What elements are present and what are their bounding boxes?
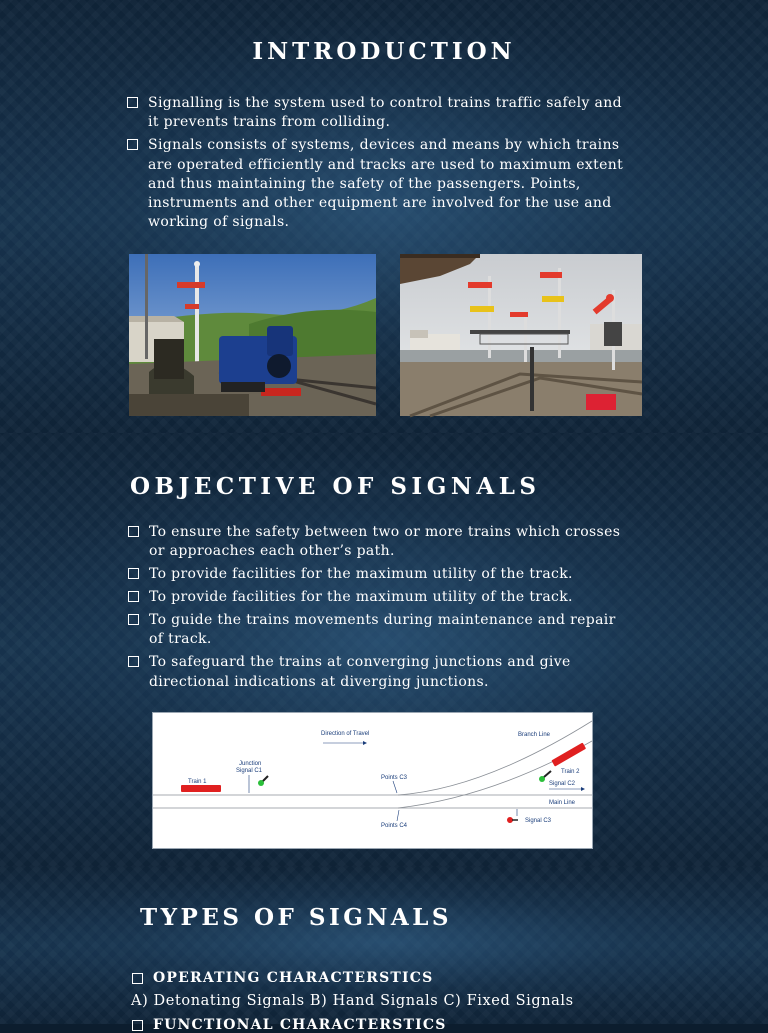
bullet-text: To provide facilities for the maximum utility of the track. [149, 566, 573, 583]
slide-introduction [0, 0, 768, 433]
train1-label: Train 1 [188, 779, 207, 785]
checkbox-bullet-icon [128, 614, 139, 625]
functional-heading-text: FUNCTIONAL CHARACTERSTICS [153, 1017, 447, 1033]
slide-title: INTRODUCTION [252, 38, 516, 65]
junction-signal-label: Junction [239, 761, 262, 767]
operating-heading [132, 970, 433, 986]
semaphore-gantry-photo [400, 254, 642, 416]
bullet-text: To ensure the safety between two or more trains which crosses or approaches each other’s path. [149, 524, 621, 560]
bullet-text: To provide facilities for the maximum utility of the track. [149, 589, 573, 606]
bullet-item [127, 136, 627, 232]
checkbox-bullet-icon [132, 1020, 143, 1031]
bullet-item [128, 588, 628, 607]
functional-heading [132, 1017, 447, 1033]
checkbox-bullet-icon [127, 97, 138, 108]
checkbox-bullet-icon [128, 568, 139, 579]
slide-title: OBJECTIVE OF SIGNALS [130, 473, 541, 500]
bullet-text: To safeguard the trains at converging junctions and give directional indications at diverging junctions. [149, 654, 571, 690]
bullet-text: Signalling is the system used to control trains traffic safely and it prevents trains from colliding. [148, 95, 622, 131]
direction-label: Direction of Travel [321, 731, 370, 737]
junction-signal-diagram [152, 712, 593, 849]
slide-objective [0, 433, 768, 866]
locomotive-photo [129, 254, 376, 416]
bullet-item [128, 523, 628, 561]
points-c4-label: Points C4 [381, 823, 408, 829]
bullet-item [128, 653, 628, 691]
train2-icon [551, 743, 586, 767]
operating-heading-text: OPERATING CHARACTERSTICS [153, 970, 434, 986]
checkbox-bullet-icon [128, 591, 139, 602]
slide-types [0, 866, 768, 1033]
checkbox-bullet-icon [128, 526, 139, 537]
train2-label: Train 2 [561, 769, 580, 775]
operating-list: A) Detonating Signals B) Hand Signals C) Fixed Signals [131, 993, 574, 1009]
signal-c3-label: Signal C3 [525, 818, 552, 824]
train1-icon [181, 785, 221, 792]
bullet-list [127, 94, 627, 236]
checkbox-bullet-icon [132, 973, 143, 984]
checkbox-bullet-icon [127, 139, 138, 150]
main-line-label: Main Line [549, 800, 576, 806]
bullet-text: Signals consists of systems, devices and means by which trains are operated efficiently and tracks are used to maximum extent and thus maintaining the safety of the passengers. Points, instruments and other equipment are involved for the use and working of signals. [148, 137, 624, 231]
slide-title: TYPES OF SIGNALS [140, 904, 453, 931]
bullet-item [128, 565, 628, 584]
points-c3-label: Points C3 [381, 775, 408, 781]
bullet-item [127, 94, 627, 132]
checkbox-bullet-icon [128, 656, 139, 667]
signal-c2-label: Signal C2 [549, 781, 576, 787]
bullet-list [128, 523, 628, 696]
junction-signal-label-2: Signal C1 [236, 768, 263, 774]
branch-line-label: Branch Line [518, 732, 551, 738]
bullet-text: To guide the trains movements during maintenance and repair of track. [149, 612, 616, 648]
bullet-item [128, 611, 628, 649]
